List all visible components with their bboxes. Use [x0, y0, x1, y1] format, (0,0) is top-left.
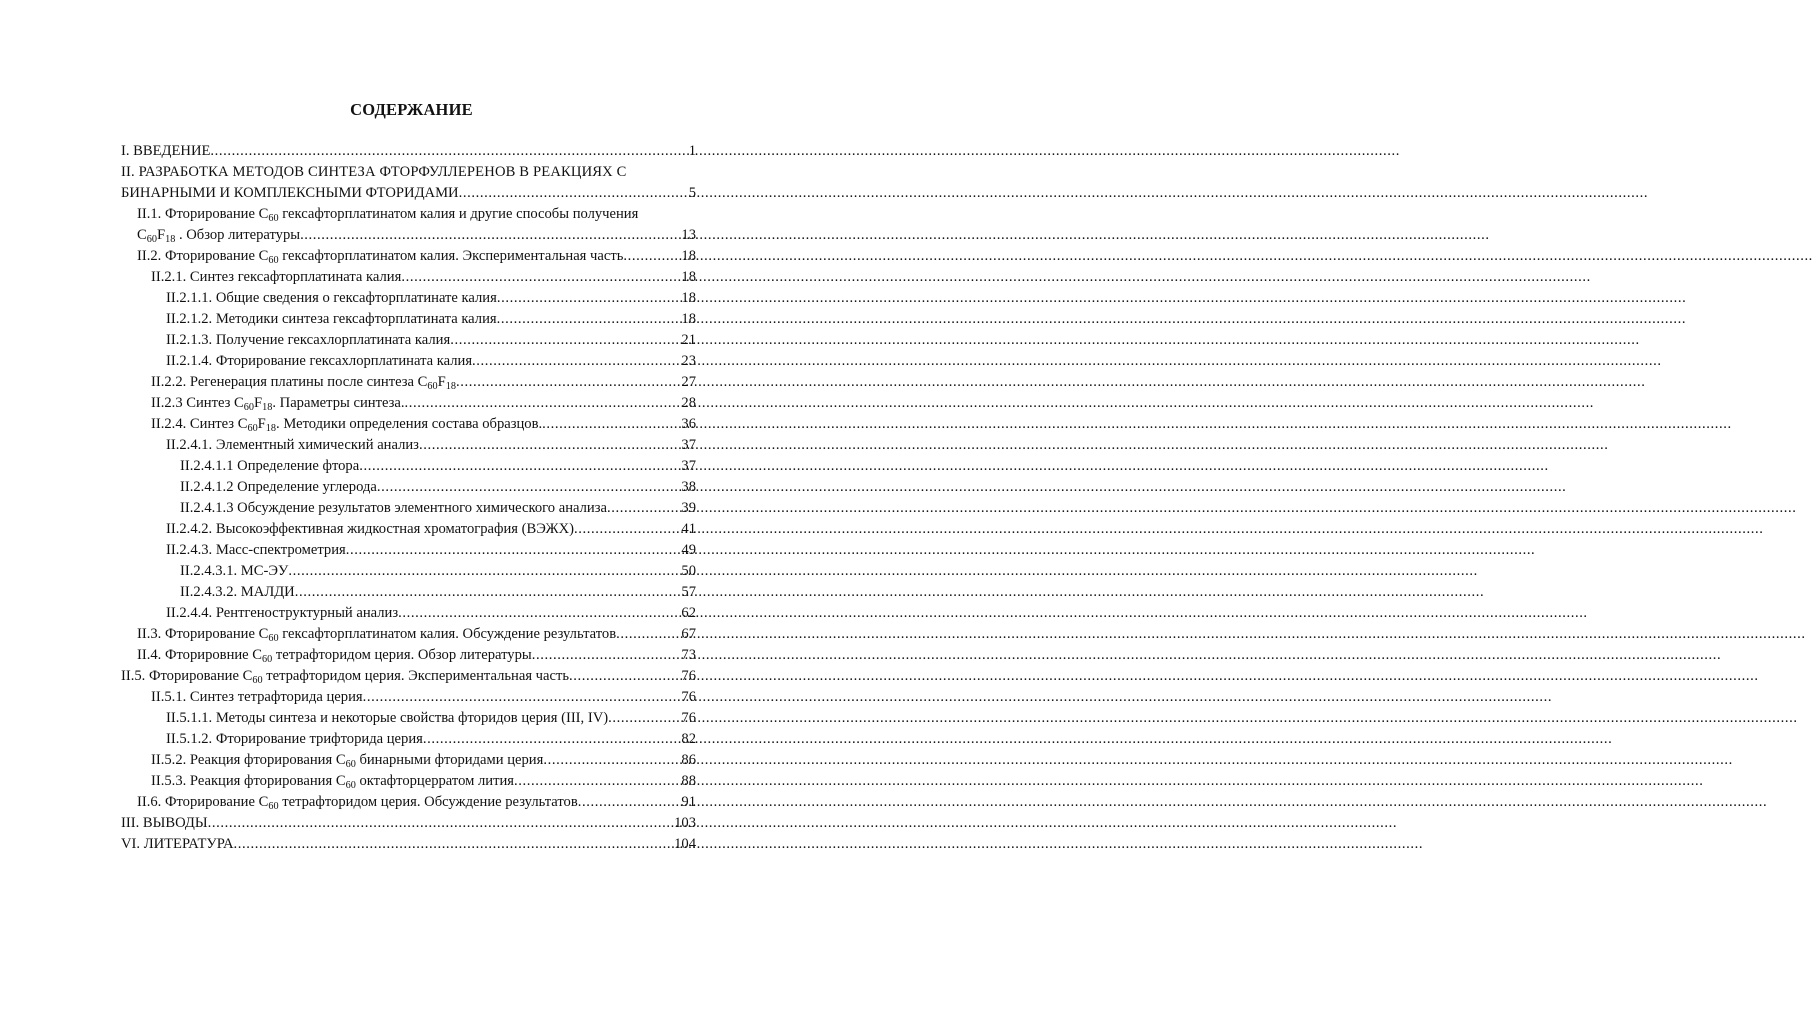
toc-entry-text: II. РАЗРАБОТКА МЕТОДОВ СИНТЕЗА ФТОРФУЛЛЕРЕНОВ В РЕАКЦИЯХ С — [121, 164, 627, 180]
toc-entry — [151, 771, 696, 792]
leader-dots — [359, 456, 680, 477]
toc-entry-page: 76 — [681, 710, 696, 726]
toc-entry-text: II.2.4.1.3 Обсуждение результатов элементного химического анализа — [180, 500, 607, 516]
toc-entry-text: II.6. Фторирование $C_{60}$ тетрафторидом церия. Обсуждение результатов — [137, 794, 578, 812]
toc-entry — [166, 708, 696, 729]
leader-dots — [607, 498, 680, 519]
toc-entry — [121, 813, 696, 834]
toc-entry — [166, 351, 696, 372]
toc-entry-text: $C_{60}F_{18}$ . Обзор литературы — [137, 227, 301, 245]
toc-entry — [137, 225, 696, 246]
leader-dots — [234, 834, 674, 855]
toc-entry-page: 49 — [681, 542, 696, 558]
toc-entry-text: II.2.4.1. Элементный химический анализ — [166, 437, 419, 453]
leader-dots — [401, 267, 680, 288]
document-page — [0, 0, 793, 1024]
toc-entry — [151, 267, 696, 288]
leader-dots — [208, 813, 674, 834]
toc-entry-page: 18 — [681, 248, 696, 264]
toc-entry-text: III. ВЫВОДЫ — [121, 815, 208, 831]
toc-entry — [180, 456, 696, 477]
toc-entry-page: 76 — [681, 668, 696, 684]
toc-entry-text: II.5. Фторирование $C_{60}$ тетрафторидом церия. Экспериментальная часть — [121, 668, 570, 686]
leader-dots — [363, 687, 681, 708]
toc-entry-page: 18 — [681, 311, 696, 327]
toc-entry — [166, 729, 696, 750]
toc-entry-page: 82 — [681, 731, 696, 747]
toc-entry-text: II.2.1.1. Общие сведения о гексафторплатинате калия — [166, 290, 497, 306]
toc-entry-text: II.3. Фторирование $C_{60}$ гексафторплатинатом калия. Обсуждение результатов — [137, 626, 617, 644]
toc-entry-page: 36 — [681, 416, 696, 432]
leader-dots — [456, 372, 680, 393]
leader-dots — [300, 225, 680, 246]
toc-entry — [166, 603, 696, 624]
toc-entry-text: II.2. Фторирование $C_{60}$ гексафторплатинатом калия. Экспериментальная часть — [137, 248, 624, 266]
leader-dots — [377, 477, 681, 498]
leader-dots — [574, 519, 680, 540]
toc-entry-text: II.2.4.1.1 Определение фтора — [180, 458, 360, 474]
toc-entry-page: 1 — [688, 143, 696, 159]
leader-dots — [578, 792, 681, 813]
leader-dots — [623, 246, 676, 267]
leader-dots — [210, 141, 687, 162]
toc-entry — [151, 372, 696, 393]
toc-entry-text: II.5.3. Реакция фторирования $C_{60}$ октафторцерратом лития — [151, 773, 514, 791]
toc-entry-page: 5 — [688, 185, 696, 201]
toc-entry-text: II.2.3 Синтез $C_{60}F_{18}$. Параметры синтеза. — [151, 395, 405, 413]
toc-entry-text: II.2.1.3. Получение гексахлорплатината калия — [166, 332, 451, 348]
toc-entry — [121, 183, 696, 204]
toc-entry — [166, 519, 696, 540]
toc-entry-text: I. ВВЕДЕНИЕ — [121, 143, 211, 159]
toc-entry — [180, 561, 696, 582]
leader-dots — [542, 414, 680, 435]
toc-entry-page: 57 — [681, 584, 696, 600]
leader-dots — [288, 561, 680, 582]
toc-entry-page: 18 — [681, 290, 696, 306]
toc-entry-page: 103 — [674, 815, 696, 831]
toc-entry-page: 28 — [681, 395, 696, 411]
toc-entry — [180, 498, 696, 519]
toc-entry-page: 41 — [681, 521, 696, 537]
leader-dots — [423, 729, 681, 750]
toc-entry-page: 73 — [681, 647, 696, 663]
toc-title: СОДЕРЖАНИЕ — [350, 100, 473, 119]
toc-entry — [121, 834, 696, 855]
leader-dots — [497, 288, 681, 309]
leader-dots — [543, 750, 680, 771]
leader-dots — [419, 435, 680, 456]
toc-entry-text: II.2.4.2. Высокоэффективная жидкостная хроматография (ВЭЖХ) — [166, 521, 574, 537]
toc-entry — [121, 624, 696, 645]
toc-entry-text: II.2.4. Синтез $C_{60}F_{18}$. Методики определения состава образцов. — [151, 416, 543, 434]
leader-dots — [459, 183, 688, 204]
leader-dots — [569, 666, 680, 687]
toc-entry-page: 21 — [681, 332, 696, 348]
toc-entry — [121, 141, 696, 162]
toc-entry-text: II.5.1. Синтез тетрафторида церия — [151, 689, 363, 705]
toc-entry — [166, 309, 696, 330]
toc-entry-page: 27 — [681, 374, 696, 390]
toc-entry-page: 76 — [681, 689, 696, 705]
leader-dots — [608, 708, 680, 729]
toc-entry — [151, 414, 696, 435]
leader-dots — [514, 771, 680, 792]
toc-entry-page: 39 — [681, 500, 696, 516]
toc-entry-page: 67 — [681, 626, 696, 642]
leader-dots — [295, 582, 681, 603]
leader-dots — [346, 540, 681, 561]
toc-entry-page: 37 — [681, 437, 696, 453]
toc-entry-page: 88 — [681, 773, 696, 789]
toc-entry-text: II.2.2. Регенерация платины после синтеза $C_{60}F_{18}$ — [151, 374, 456, 392]
toc-entry-text — [137, 204, 638, 225]
toc-entry-page: 18 — [681, 269, 696, 285]
toc-entry-page: 104 — [674, 836, 696, 852]
toc-entry-text: II.4. Фторировние $C_{60}$ тетрафторидом церия. Обзор литературы — [137, 647, 532, 665]
toc-entry-text: II.2.4.3.1. МС-ЭУ — [180, 563, 289, 579]
toc-entry — [121, 666, 696, 687]
toc-entry — [180, 477, 696, 498]
leader-dots — [616, 624, 680, 645]
toc-entry-page: 50 — [681, 563, 696, 579]
toc-entry-text: II.2.4.1.2 Определение углерода — [180, 479, 377, 495]
text-segment: II.1. Фторирование $C_{60}$ гексафторплатинатом калия и другие способы получения — [137, 206, 639, 224]
toc-entry-page: 91 — [681, 794, 696, 810]
toc-entry — [180, 582, 696, 603]
toc-entry-text: II.2.1.2. Методики синтеза гексафторплатината калия — [166, 311, 497, 327]
toc-entry-text: II.2.4.4. Рентгеноструктурный анализ — [166, 605, 399, 621]
leader-dots — [398, 603, 680, 624]
toc-entry — [137, 246, 696, 267]
leader-dots — [497, 309, 681, 330]
toc-entry — [137, 645, 696, 666]
toc-entry-text: II.5.1.2. Фторирование трифторида церия — [166, 731, 423, 747]
toc-entry — [166, 435, 696, 456]
toc-entry-page: 37 — [681, 458, 696, 474]
toc-entry-text: II.2.4.3. Масс-спектрометрия — [166, 542, 346, 558]
toc-entry — [166, 288, 696, 309]
toc-entry — [137, 792, 696, 813]
leader-dots — [405, 393, 681, 414]
leader-dots — [450, 330, 680, 351]
toc-entry-page: 13 — [681, 227, 696, 243]
toc-entry-page: 38 — [681, 479, 696, 495]
toc-entry-page: 62 — [681, 605, 696, 621]
toc-entry — [166, 540, 696, 561]
toc-entry — [151, 393, 696, 414]
leader-dots — [472, 351, 680, 372]
toc-entry — [166, 330, 696, 351]
leader-dots — [532, 645, 681, 666]
toc-entry-text: II.2.1. Синтез гексафторплатината калия — [151, 269, 402, 285]
toc-entry-text: II.5.2. Реакция фторирования $C_{60}$ бинарными фторидами церия — [151, 752, 544, 770]
toc-entry-text: БИНАРНЫМИ И КОМПЛЕКСНЫМИ ФТОРИДАМИ — [121, 185, 459, 201]
toc-entry-text: VI. ЛИТЕРАТУРА — [121, 836, 234, 852]
toc-entry — [151, 687, 696, 708]
toc-entry-page: 86 — [681, 752, 696, 768]
toc-entry-text: II.5.1.1. Методы синтеза и некоторые свойства фторидов церия (III, IV) — [166, 710, 609, 726]
toc-entry-text: II.2.1.4. Фторирование гексахлорплатината калия — [166, 353, 473, 369]
toc-entry-page: 23 — [681, 353, 696, 369]
toc-entry-text: II.2.4.3.2. МАЛДИ — [180, 584, 295, 600]
toc-entry — [151, 750, 696, 771]
